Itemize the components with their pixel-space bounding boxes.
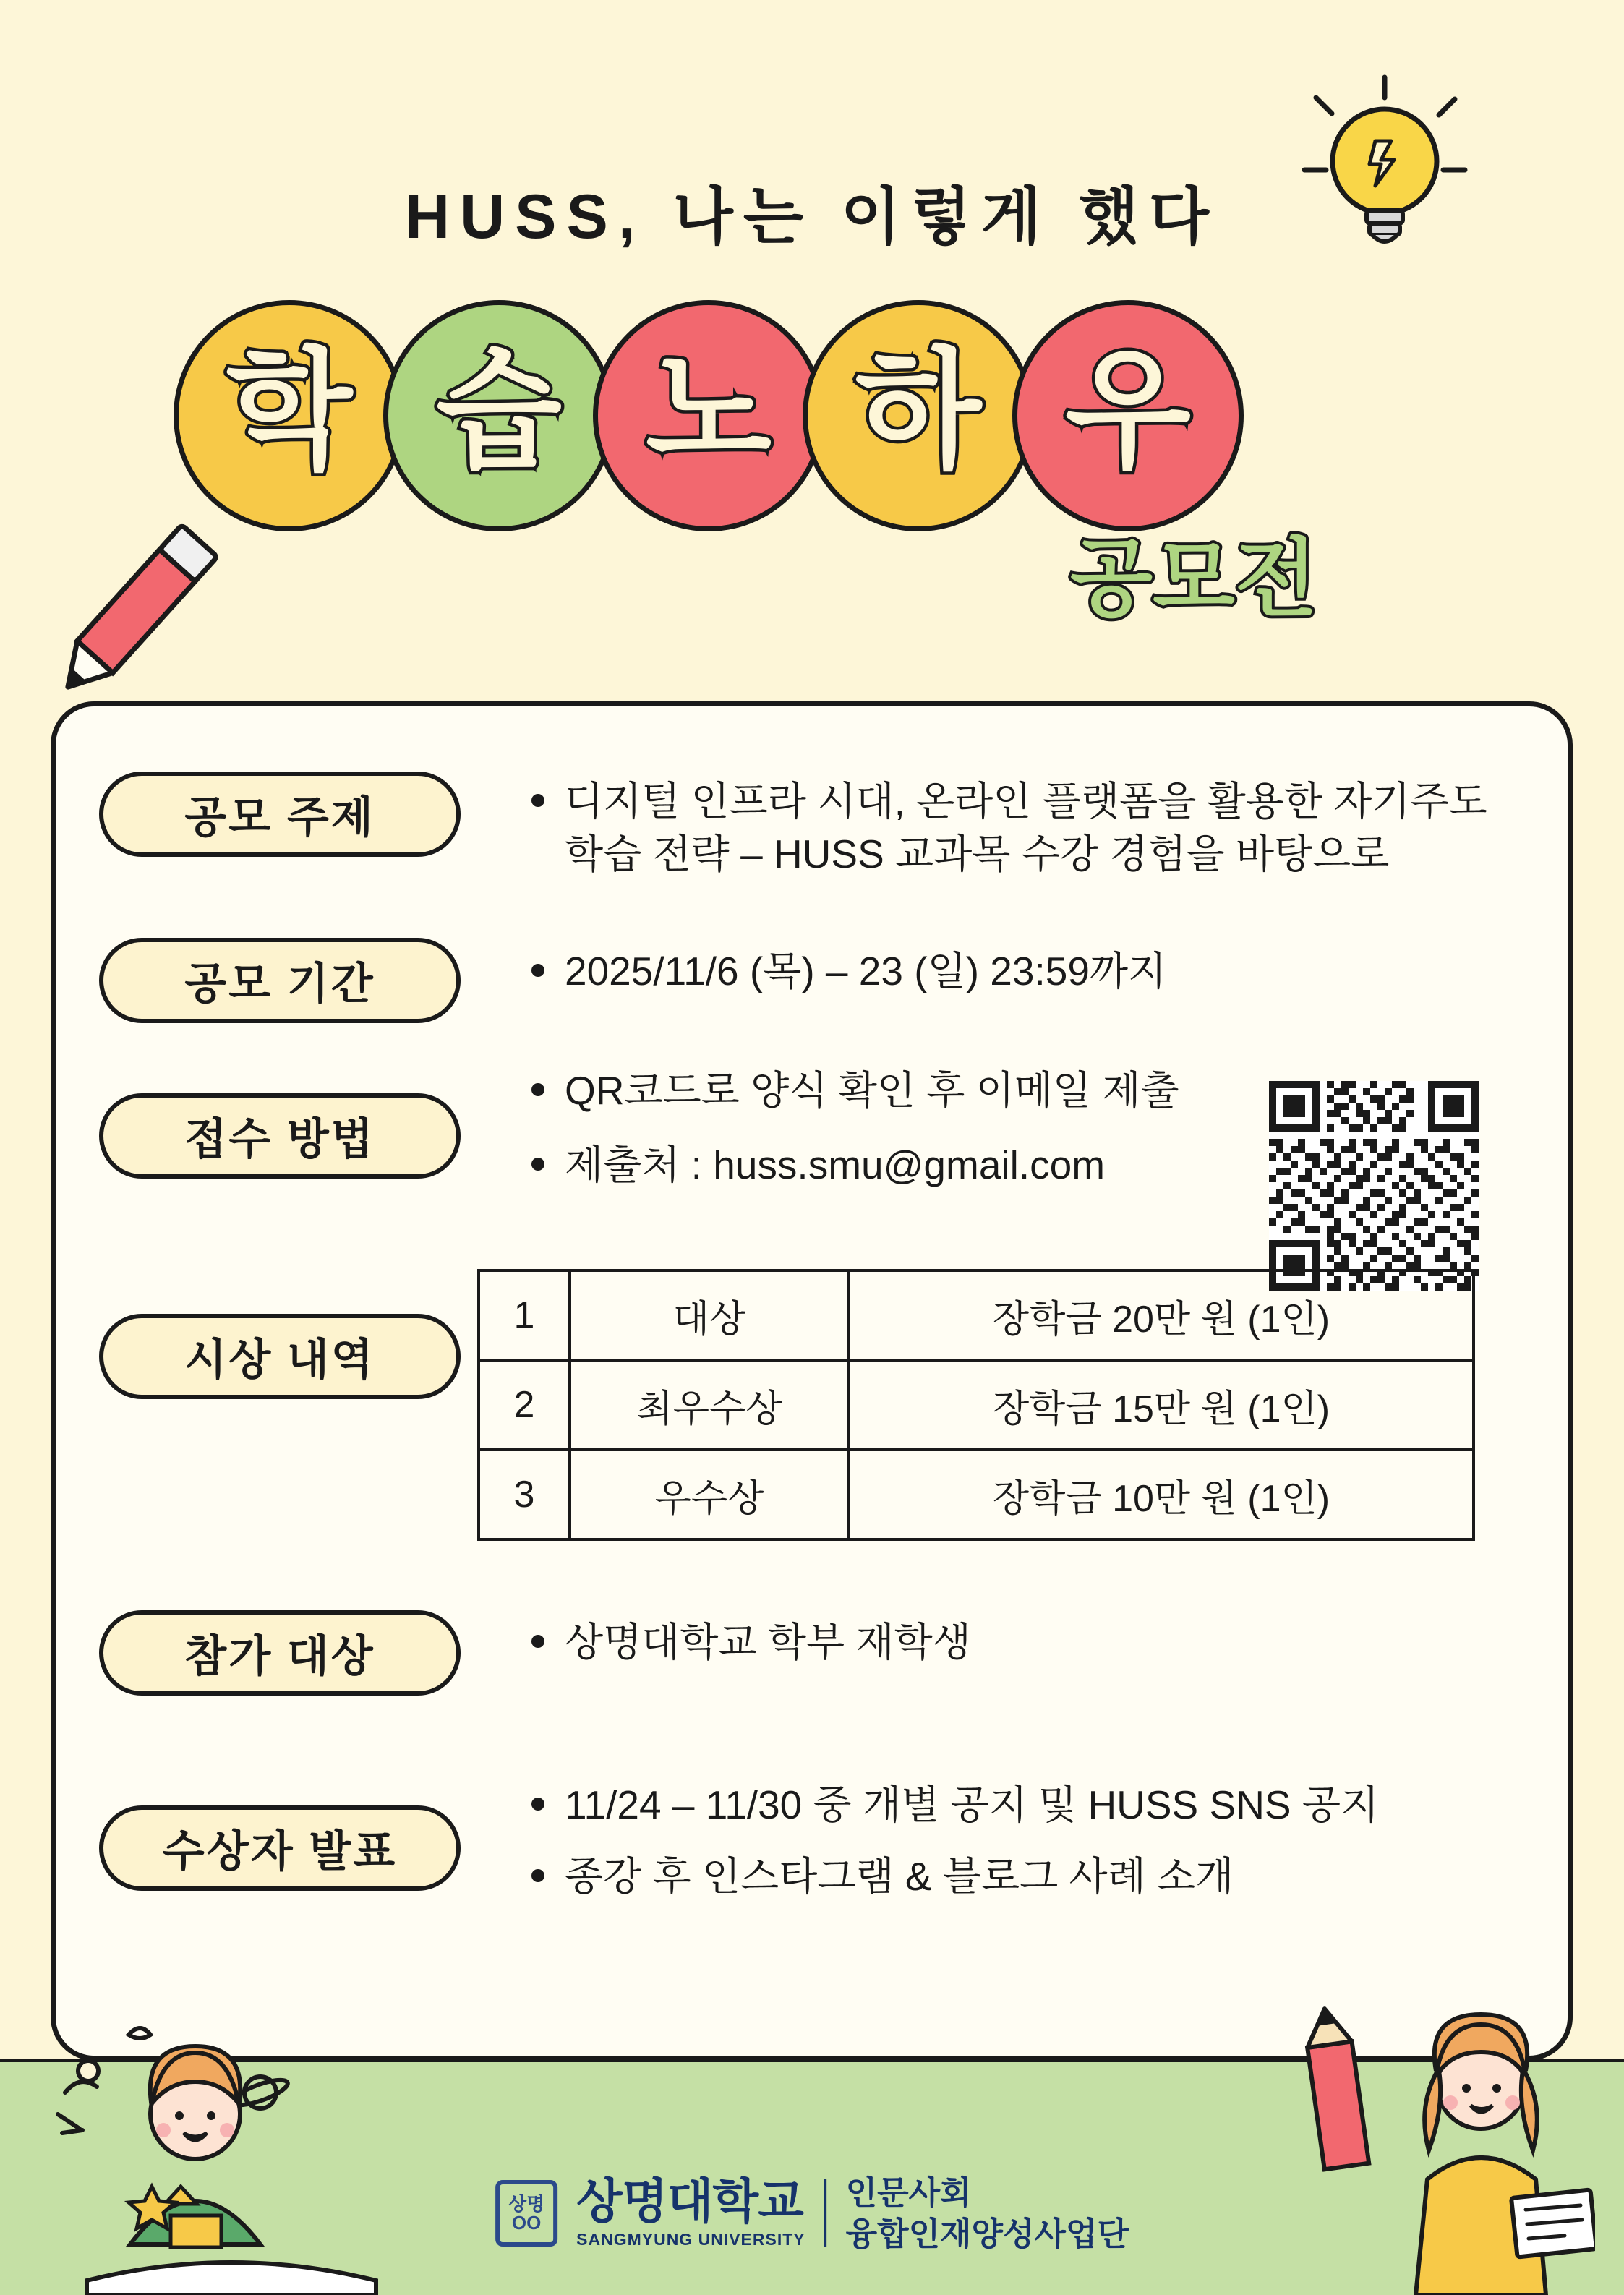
section-apply-content (526, 1064, 1179, 1197)
table-row (479, 1450, 1474, 1539)
bullet-item: 종강 후 인스타그램 & 블로그 사례 소개 (526, 1850, 1379, 1903)
section-label: 공모 주제 (99, 772, 461, 857)
prize-name: 우수상 (570, 1450, 849, 1539)
title-circle-4 (803, 300, 1034, 531)
logo-divider (824, 2179, 827, 2247)
qr-code-icon[interactable] (1269, 1081, 1479, 1291)
footer-logo (495, 2172, 1129, 2255)
pencil-icon (22, 506, 239, 723)
section-apply (99, 1093, 461, 1179)
section-label: 참가 대상 (99, 1610, 461, 1696)
section-topic-content (526, 775, 1531, 886)
section-eligibility-content (526, 1616, 971, 1675)
prize-name: 최우수상 (570, 1360, 849, 1450)
department-line-2: 융합인재양성사업단 (845, 2215, 1129, 2253)
title-char-3: 노 (646, 338, 772, 484)
section-label: 접수 방법 (99, 1093, 461, 1179)
title-char-1: 학 (226, 338, 352, 484)
poster-headline: HUSS, 나는 이렇게 했다 (404, 182, 1220, 252)
prize-award: 장학금 10만 원 (1인) (849, 1450, 1474, 1539)
section-label: 공모 기간 (99, 938, 461, 1023)
university-name-block (576, 2174, 805, 2249)
logo-mark-top: 상명 (508, 2193, 545, 2215)
student-left-illustration (43, 2006, 419, 2295)
student-right-illustration (1219, 1991, 1595, 2295)
prize-award: 장학금 15만 원 (1인) (849, 1360, 1474, 1450)
university-name-kr: 상명대학교 (576, 2174, 803, 2228)
prize-award: 장학금 20만 원 (1인) (849, 1270, 1474, 1360)
bullet-item: 제출처 : huss.smu@gmail.com (526, 1139, 1179, 1192)
prize-no: 2 (479, 1360, 570, 1450)
sangmyung-logo-icon (495, 2180, 557, 2247)
poster-subtitle: 공모전 (1070, 531, 1317, 627)
department-line-1: 인문사회 (845, 2174, 972, 2211)
title-char-4: 하 (855, 338, 981, 484)
title-circle-3 (593, 300, 824, 531)
section-label: 시상 내역 (99, 1314, 461, 1399)
bullet-item: 2025/11/6 (목) – 23 (일) 23:59까지 (526, 945, 1166, 998)
table-row (479, 1360, 1474, 1450)
university-name-en: SANGMYUNG UNIVERSITY (576, 2230, 805, 2249)
department-name (846, 2172, 1129, 2255)
bullet-item: 11/24 – 11/30 중 개별 공지 및 HUSS SNS 공지 (526, 1779, 1379, 1832)
section-period-content (526, 945, 1166, 1004)
prize-no: 1 (479, 1270, 570, 1360)
section-topic (99, 772, 461, 857)
title-circles (174, 300, 1446, 539)
table-row (479, 1270, 1474, 1360)
section-announcement (99, 1805, 461, 1891)
title-char-5: 우 (1065, 338, 1191, 484)
section-label: 수상자 발표 (99, 1805, 461, 1891)
bullet-item: 디지털 인프라 시대, 온라인 플랫폼을 활용한 자기주도 학습 전략 – HUSS 교과목 수강 경험을 바탕으로 (526, 775, 1531, 881)
title-circle-1 (174, 300, 405, 531)
prize-table (477, 1269, 1475, 1541)
section-prizes (99, 1314, 461, 1399)
prize-no: 3 (479, 1450, 570, 1539)
title-circle-5 (1012, 300, 1244, 531)
section-announcement-content (526, 1779, 1379, 1909)
logo-mark-bottom: OO (511, 2212, 542, 2234)
bullet-item: 상명대학교 학부 재학생 (526, 1616, 971, 1669)
section-eligibility (99, 1610, 461, 1696)
bullet-item: QR코드로 양식 확인 후 이메일 제출 (526, 1064, 1179, 1117)
prize-name: 대상 (570, 1270, 849, 1360)
section-period (99, 938, 461, 1023)
title-circle-2 (383, 300, 615, 531)
title-char-2: 습 (436, 338, 562, 484)
